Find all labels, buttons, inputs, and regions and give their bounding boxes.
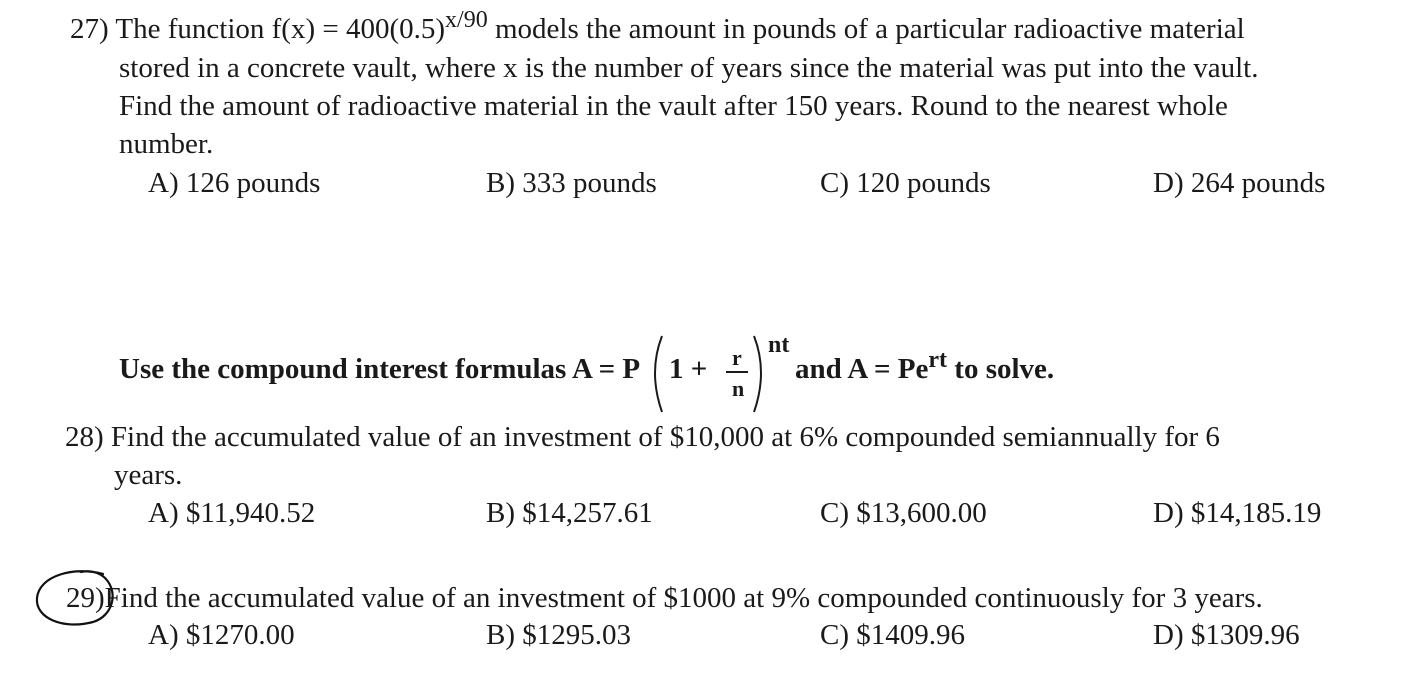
q28-line2: years. — [114, 459, 183, 491]
q27-line2: stored in a concrete vault, where x is the number of years since the material was put into the vault. — [119, 52, 1259, 84]
q29-choice-b[interactable]: B) $1295.03 — [486, 619, 631, 651]
instruction-post — [795, 347, 1055, 386]
q27-text-line1-pre: The function f(x) = 400(0.5) — [115, 13, 446, 45]
q27-line3: Find the amount of radioactive material in the vault after 150 years. Round to the nearest whole — [119, 90, 1228, 122]
q28-choice-a[interactable]: A) $11,940.52 — [148, 497, 316, 529]
q27-choice-a[interactable]: A) 126 pounds — [148, 167, 321, 199]
q28-choice-d[interactable]: D) $14,185.19 — [1153, 497, 1322, 529]
q27-choice-d[interactable]: D) 264 pounds — [1153, 167, 1326, 199]
q27-number: 27) — [70, 13, 109, 45]
q29-line1 — [66, 581, 1263, 615]
formula-exponent-nt: nt — [768, 332, 790, 358]
formula-one-plus: 1 + — [669, 353, 708, 385]
q29-choice-a[interactable]: A) $1270.00 — [148, 619, 295, 651]
q28-number: 28) — [65, 421, 104, 453]
q27-choice-b[interactable]: B) 333 pounds — [486, 167, 657, 199]
q27-line1 — [70, 7, 1245, 46]
q28-text-line1: Find the accumulated value of an investment of $10,000 at 6% compounded semiannually for 6 — [110, 421, 1220, 453]
q29-choice-d[interactable]: D) $1309.96 — [1153, 619, 1300, 651]
formula-denominator: n — [732, 376, 745, 401]
instruction-pre: Use the compound interest formulas A = P — [119, 353, 641, 385]
q27-choice-c[interactable]: C) 120 pounds — [820, 167, 991, 199]
q27-line4: number. — [119, 128, 214, 160]
q28-choice-c[interactable]: C) $13,600.00 — [820, 497, 987, 529]
formula-exponent-rt: rt — [928, 347, 948, 373]
formula-numerator: r — [732, 345, 742, 370]
q29-text-line1: Find the accumulated value of an investment of $1000 at 9% compounded continuously for 3 years. — [104, 582, 1263, 614]
right-paren — [754, 336, 761, 412]
q29-choice-c[interactable]: C) $1409.96 — [820, 619, 965, 651]
instruction-end: to solve. — [947, 353, 1055, 385]
instruction-mid: and A = Pe — [795, 353, 929, 385]
left-paren — [655, 336, 662, 412]
q28-choice-b[interactable]: B) $14,257.61 — [486, 497, 653, 529]
q29-number: 29) — [66, 582, 105, 614]
q28-line1 — [65, 420, 1220, 454]
q27-text-line1-post: models the amount in pounds of a particular radioactive material — [487, 13, 1245, 45]
q27-exponent: x/90 — [445, 7, 488, 33]
